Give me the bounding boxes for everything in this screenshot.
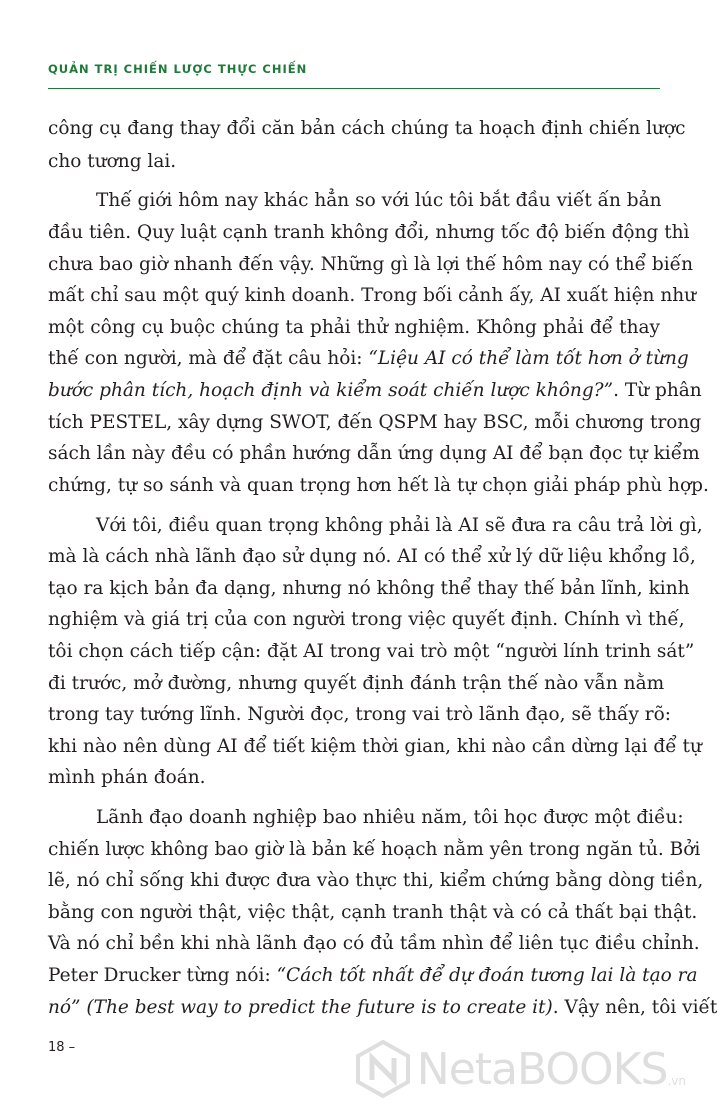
text-span: . Vậy nên, tôi viết	[552, 997, 717, 1018]
italic-quote: bước phân tích, hoạch định và kiểm soát chiến lược không?”	[48, 380, 614, 401]
text-line: chứng, tự so sánh và quan trọng hơn hết là tự chọn giải pháp phù hợp.	[48, 475, 709, 496]
text-line: công cụ đang thay đổi căn bản cách chúng ta hoạch định chiến lược	[48, 118, 686, 139]
text-line	[48, 961, 698, 990]
text-line: mất chỉ sau một quý kinh doanh. Trong bối cảnh ấy, AI xuất hiện như	[48, 285, 697, 306]
text-line: tích PESTEL, xây dựng SWOT, đến QSPM hay BSC, mỗi chương trong	[48, 412, 702, 433]
text-line: mà là cách nhà lãnh đạo sử dụng nó. AI có thể xử lý dữ liệu khổng lồ,	[48, 546, 696, 567]
italic-quote: “Cách tốt nhất để dự đoán tương lai là tạo ra	[276, 965, 698, 986]
text-line: đi trước, mở đường, nhưng quyết định đánh trận thế nào vẫn nằm	[48, 673, 665, 694]
text-line: sách lần này đều có phần hướng dẫn ứng dụng AI để bạn đọc tự kiểm	[48, 443, 700, 464]
text-line: cho tương lai.	[48, 151, 177, 172]
text-span: thế con người, mà để đặt câu hỏi:	[48, 348, 369, 369]
text-line: đầu tiên. Quy luật cạnh tranh không đổi, nhưng tốc độ biến động thì	[48, 222, 690, 243]
text-line: Thế giới hôm nay khác hẳn so với lúc tôi bắt đầu viết ấn bản	[96, 190, 662, 211]
text-line: bằng con người thật, việc thật, cạnh tranh thật và có cả thất bại thật.	[48, 902, 698, 923]
text-line: tôi chọn cách tiếp cận: đặt AI trong vai trò một “người lính trinh sát”	[48, 641, 695, 662]
text-line: chưa bao giờ nhanh đến vậy. Những gì là lợi thế hôm nay có thể biến	[48, 254, 693, 275]
netabooks-logo-icon	[355, 1040, 411, 1098]
text-line: trong tay tướng lĩnh. Người đọc, trong vai trò lãnh đạo, sẽ thấy rõ:	[48, 704, 671, 725]
text-line: mình phán đoán.	[48, 767, 206, 788]
text-span: Peter Drucker từng nói:	[48, 965, 277, 986]
text-span: . Từ phân	[613, 380, 702, 401]
text-line: khi nào nên dùng AI để tiết kiệm thời gian, khi nào cần dừng lại để tự	[48, 736, 702, 757]
text-line: Lãnh đạo doanh nghiệp bao nhiêu năm, tôi học được một điều:	[96, 807, 684, 828]
text-line: lẽ, nó chỉ sống khi được đưa vào thực thi, kiểm chứng bằng dòng tiền,	[48, 870, 704, 891]
running-header: QUẢN TRỊ CHIẾN LƯỢC THỰC CHIẾN	[48, 62, 308, 76]
italic-quote: nó” (The best way to predict the future is to create it)	[48, 997, 553, 1018]
text-line	[48, 993, 717, 1022]
text-line	[48, 376, 702, 405]
text-line: nghiệm và giá trị của con người trong việc quyết định. Chính vì thế,	[48, 609, 685, 630]
text-line: Và nó chỉ bền khi nhà lãnh đạo có đủ tầm nhìn để liên tục điều chỉnh.	[48, 933, 700, 954]
watermark-suffix: .vn	[667, 1074, 686, 1088]
header-rule	[48, 88, 660, 89]
publisher-watermark	[355, 1040, 686, 1098]
text-line: một công cụ buộc chúng ta phải thử nghiệm. Không phải để thay	[48, 317, 660, 338]
text-line: chiến lược không bao giờ là bản kế hoạch nằm yên trong ngăn tủ. Bởi	[48, 839, 701, 860]
watermark-brand: NetaBOOKS	[416, 1043, 668, 1095]
italic-quote: “Liệu AI có thể làm tốt hơn ở từng	[368, 348, 689, 369]
page-number: 18 –	[48, 1040, 76, 1055]
text-line	[48, 344, 689, 373]
text-line: tạo ra kịch bản đa dạng, nhưng nó không thể thay thế bản lĩnh, kinh	[48, 578, 690, 599]
text-line: Với tôi, điều quan trọng không phải là AI sẽ đưa ra câu trả lời gì,	[96, 515, 703, 536]
